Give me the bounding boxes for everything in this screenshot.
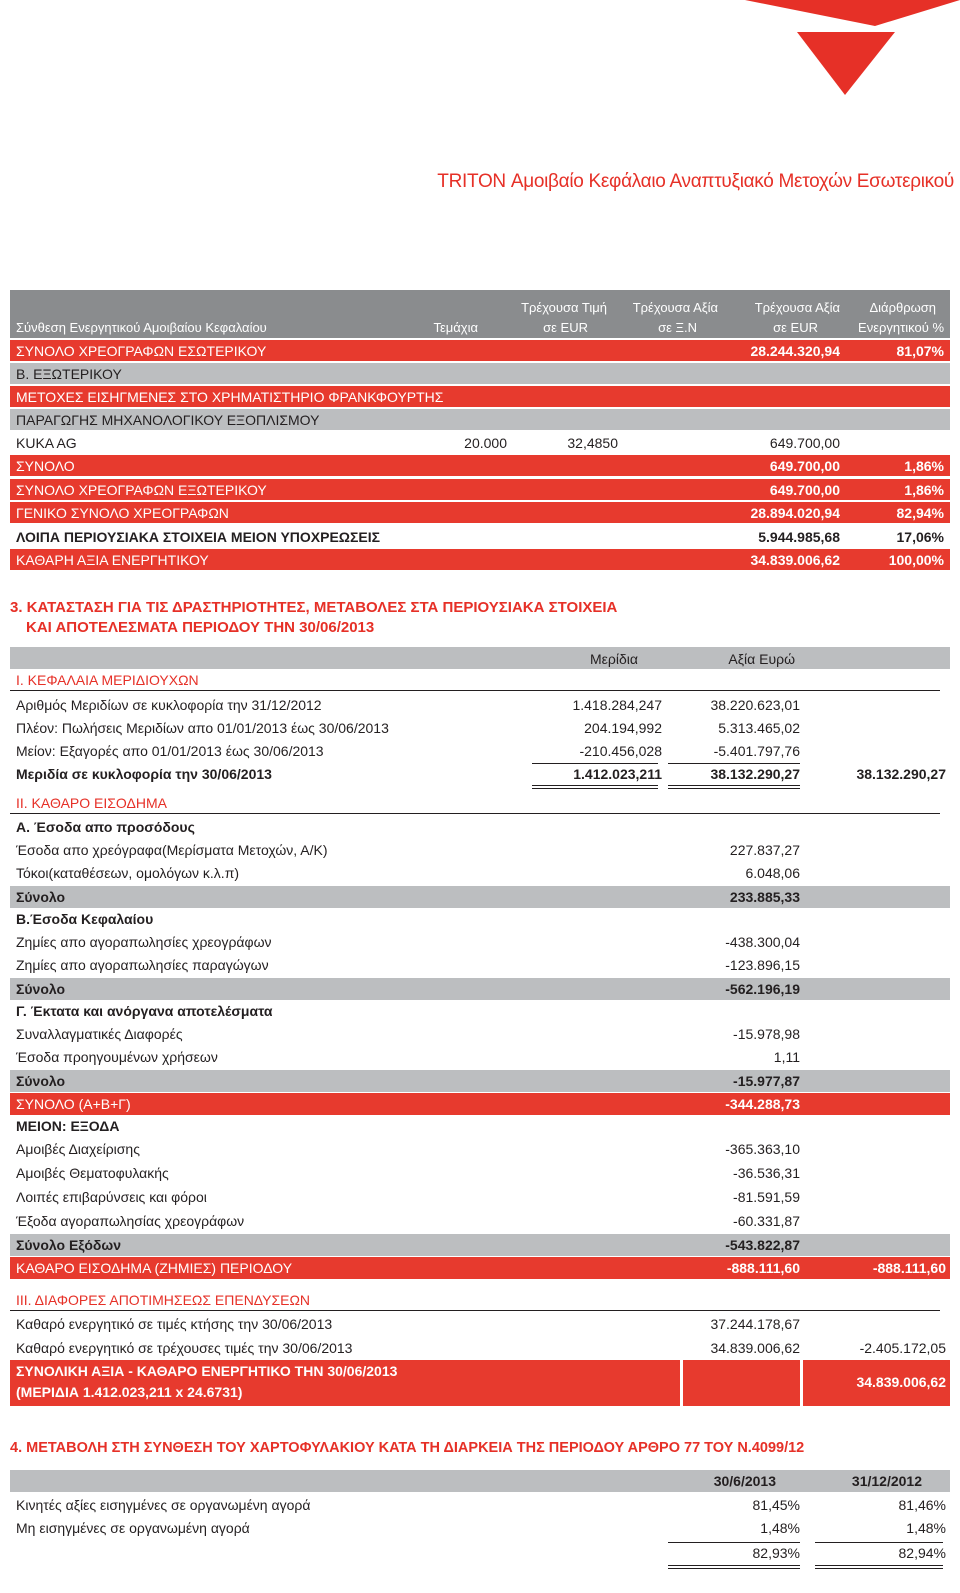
income-c-row-label: Έσοδα προηγουμένων χρήσεων — [16, 1049, 218, 1065]
subtotal-pct: 1,86% — [904, 458, 944, 474]
expense-row — [10, 1139, 950, 1161]
expense-row — [10, 1163, 950, 1185]
expense-row-value: -36.536,31 — [733, 1165, 800, 1181]
capital-row-units: 1.418.284,247 — [572, 697, 662, 713]
net-income-row — [10, 1257, 950, 1279]
expense-row — [10, 1187, 950, 1209]
total-foreign-value: 649.700,00 — [769, 482, 840, 498]
listed-row — [10, 386, 950, 407]
section4-col1: 30/6/2013 — [713, 1473, 776, 1489]
income-title: ΙΙ. ΚΑΘΑΡΟ ΕΙΣΟΔΗΜΑ — [16, 795, 167, 811]
section4-double-rule — [815, 1565, 943, 1569]
income-a-row-label: Τόκοι(καταθέσεων, ομολόγων κ.λ.π) — [16, 865, 240, 881]
capital-total-label: Μεριδία σε κυκλοφορία την 30/06/2013 — [16, 766, 272, 782]
subtotal-row — [10, 455, 950, 476]
header-units: Τεμάχια — [433, 320, 478, 335]
section4-row — [10, 1495, 950, 1517]
total-domestic-pct: 81,07% — [896, 343, 944, 359]
income-b-row-label: Ζημίες απο αγοραπωλησίες χρεογράφων — [16, 934, 272, 950]
expense-row-label: Λοιπές επιβαρύνσεις και φόροι — [16, 1189, 207, 1205]
holding-price: 32,4850 — [567, 435, 618, 451]
income-c-row-value: -15.978,98 — [733, 1026, 800, 1042]
valuation-row-value: 37.244.178,67 — [710, 1316, 800, 1332]
valuation-title: ΙΙΙ. ΔΙΑΦΟΡΕΣ ΑΠΟΤΙΜΗΣΕΩΣ ΕΠΕΝΔΥΣΕΩΝ — [16, 1292, 311, 1308]
logo-chevron-shape — [797, 32, 895, 95]
holding-value: 649.700,00 — [769, 435, 840, 451]
capital-row-label: Πλέον: Πωλήσεις Μεριδίων απο 01/01/2013 έως 30/06/2013 — [16, 720, 389, 736]
net-income-value: -888.111,60 — [726, 1260, 800, 1276]
income-abg-total-value: -344.288,73 — [725, 1096, 800, 1112]
income-b-total-value: -562.196,19 — [725, 981, 800, 997]
sector-label: ΠΑΡΑΓΩΓΗΣ ΜΗΧΑΝΟΛΟΓΙΚΟΥ ΕΞΟΠΛΙΣΜΟΥ — [16, 412, 320, 428]
section4-total2: 82,94% — [898, 1545, 946, 1561]
section3-col-header — [10, 647, 950, 669]
other-assets-label: ΛΟΙΠΑ ΠΕΡΙΟΥΣΙΑΚΑ ΣΤΟΙΧΕΙΑ ΜΕΙΟΝ ΥΠΟΧΡΕΩΣΕΙΣ — [16, 529, 381, 545]
capital-total-value: 38.132.290,27 — [710, 766, 800, 782]
expenses-total-label: Σύνολο Εξόδων — [16, 1237, 121, 1253]
header-value-eur-l2: σε EUR — [773, 320, 818, 335]
grand-total-row — [10, 502, 950, 523]
header-value-fx-l2: σε Ξ.Ν — [658, 320, 697, 335]
capital-title: Ι. ΚΕΦΑΛΑΙΑ ΜΕΡΙΔΙΟΥΧΩΝ — [16, 672, 199, 688]
holding-name: KUKA AG — [16, 435, 77, 451]
valuation-row — [10, 1314, 950, 1336]
final-value-l2: (ΜΕΡΙΔΙΑ 1.412.023,211 x 24.6731) — [16, 1384, 243, 1400]
expenses-title: ΜΕΙΟΝ: ΕΞΟΔΑ — [16, 1118, 120, 1134]
total-domestic-label: ΣΥΝΟΛΟ ΧΡΕΟΓΡΑΦΩΝ ΕΣΩΤΕΡΙΚΟΥ — [16, 343, 267, 359]
net-assets-label: ΚΑΘΑΡΗ ΑΞΙΑ ΕΝΕΡΓΗΤΙΚΟΥ — [16, 552, 209, 568]
income-c-row-label: Συναλλαγματικές Διαφορές — [16, 1026, 183, 1042]
grand-total-pct: 82,94% — [896, 505, 944, 521]
col-units-header: Μερίδια — [590, 651, 638, 667]
capital-value-double-rule — [668, 785, 800, 789]
income-abg-total-label: ΣΥΝΟΛΟ (Α+Β+Γ) — [16, 1096, 131, 1112]
grand-total-label: ΓΕΝΙΚΟ ΣΥΝΟΛΟ ΧΡΕΟΓΡΑΦΩΝ — [16, 505, 229, 521]
total-domestic-row — [10, 340, 950, 361]
capital-total-row — [10, 764, 950, 786]
col-value-header: Αξία Ευρώ — [728, 651, 795, 667]
capital-row-3 — [10, 741, 950, 763]
header-composition: Σύνθεση Ενεργητικού Αμοιβαίου Κεφαλαίου — [16, 320, 267, 335]
valuation-row-label: Καθαρό ενεργητικό σε τρέχουσες τιμές την 30/06/2013 — [16, 1340, 353, 1356]
income-b-title-row — [10, 909, 950, 931]
net-income-total: -888.111,60 — [872, 1260, 946, 1276]
grand-total-value: 28.894.020,94 — [750, 505, 840, 521]
income-a-row-value: 6.048,06 — [745, 865, 800, 881]
income-b-row — [10, 932, 950, 954]
expense-row-label: Έξοδα αγοραπωλησίας χρεογράφων — [16, 1213, 245, 1229]
income-c-total-label: Σύνολο — [16, 1073, 66, 1089]
expense-row-value: -81.591,59 — [733, 1189, 800, 1205]
section4-row-v2: 81,46% — [898, 1497, 946, 1513]
capital-row-units: -210.456,028 — [579, 743, 662, 759]
income-c-title: Γ. Έκτατα και ανόργανα αποτελέσματα — [16, 1003, 273, 1019]
section4-title: 4. ΜΕΤΑΒΟΛΗ ΣΤΗ ΣΥΝΘΕΣΗ ΤΟΥ ΧΑΡΤΟΦΥΛΑΚΙΟΥ ΚΑΤΑ ΤΗ ΔΙΑΡΚΕΙΑ ΤΗΣ ΠΕΡΙΟΔΟΥ ΑΡΘΡΟ 77 ΤΟΥ Ν.4099/12 — [10, 1440, 805, 1456]
final-value-total: 34.839.006,62 — [856, 1374, 946, 1390]
income-a-row — [10, 863, 950, 885]
net-income-label: ΚΑΘΑΡΟ ΕΙΣΟΔΗΜΑ (ΖΗΜΙΕΣ) ΠΕΡΙΟΔΟΥ — [16, 1260, 293, 1276]
final-row-divider — [800, 1360, 803, 1406]
section4-row-v1: 81,45% — [752, 1497, 800, 1513]
final-row-divider — [680, 1360, 683, 1406]
total-foreign-label: ΣΥΝΟΛΟ ΧΡΕΟΓΡΑΦΩΝ ΕΞΩΤΕΡΙΚΟΥ — [16, 482, 267, 498]
capital-row-value: -5.401.797,76 — [713, 743, 800, 759]
capital-row-2 — [10, 718, 950, 740]
valuation-row — [10, 1338, 950, 1360]
income-a-row-label: Έσοδα απο χρεόγραφα(Μερίσματα Μετοχών, Α/Κ) — [16, 842, 328, 858]
other-assets-pct: 17,06% — [896, 529, 944, 545]
header-value-eur-l1: Τρέχουσα Αξία — [754, 300, 840, 315]
section4-double-rule — [668, 1565, 800, 1569]
valuation-row-value: 34.839.006,62 — [710, 1340, 800, 1356]
income-a-total-row — [10, 886, 950, 908]
listed-label: ΜΕΤΟΧΕΣ ΕΙΣΗΓΜΕΝΕΣ ΣΤΟ ΧΡΗΜΑΤΙΣΤΗΡΙΟ ΦΡΑΝΚΦΟΥΡΤΗΣ — [16, 389, 444, 405]
income-b-row-value: -438.300,04 — [725, 934, 800, 950]
income-c-title-row — [10, 1001, 950, 1023]
income-c-total-value: -15.977,87 — [733, 1073, 800, 1089]
income-b-total-label: Σύνολο — [16, 981, 66, 997]
portfolio-header — [10, 290, 950, 338]
header-value-fx-l1: Τρέχουσα Αξία — [632, 300, 718, 315]
header-pct-l1: Διάρθρωση — [869, 300, 936, 315]
income-b-row — [10, 955, 950, 977]
section4-row-label: Μη εισηγμένες σε οργανωμένη αγορά — [16, 1520, 250, 1536]
other-assets-value: 5.944.985,68 — [758, 529, 840, 545]
holding-units: 20.000 — [464, 435, 507, 451]
capital-row-1 — [10, 695, 950, 717]
income-b-title: Β.Έσοδα Κεφαλαίου — [16, 911, 154, 927]
subtotal-label: ΣΥΝΟΛΟ — [16, 458, 75, 474]
net-assets-pct: 100,00% — [888, 552, 944, 568]
capital-units-double-rule — [532, 785, 658, 789]
capital-total-total: 38.132.290,27 — [856, 766, 946, 782]
capital-row-units: 204.194,992 — [584, 720, 662, 736]
expenses-title-row — [10, 1116, 950, 1138]
foreign-row — [10, 363, 950, 384]
section4-row-v2: 1,48% — [906, 1520, 946, 1536]
income-rule — [10, 813, 940, 814]
section3-title-l2: ΚΑΙ ΑΠΟΤΕΛΕΣΜΑΤΑ ΠΕΡΙΟΔΟΥ ΤΗΝ 30/06/2013 — [26, 619, 375, 636]
capital-row-value: 5.313.465,02 — [718, 720, 800, 736]
holding-row — [10, 432, 950, 453]
income-c-row — [10, 1047, 950, 1069]
header-price-l2: σε EUR — [543, 320, 588, 335]
foreign-label: Β. ΕΞΩΤΕΡΙΚΟΥ — [16, 366, 122, 382]
valuation-row-total: -2.405.172,05 — [859, 1340, 946, 1356]
capital-row-label: Μείον: Εξαγορές απο 01/01/2013 έως 30/06/2013 — [16, 743, 324, 759]
section4-row-v1: 1,48% — [760, 1520, 800, 1536]
capital-row-value: 38.220.623,01 — [710, 697, 800, 713]
section4-total-row — [10, 1543, 950, 1565]
income-abg-total-row — [10, 1093, 950, 1115]
income-a-title-row — [10, 817, 950, 839]
section4-row-label: Κινητές αξίες εισηγμένες σε οργανωμένη αγορά — [16, 1497, 311, 1513]
valuation-row-label: Καθαρό ενεργητικό σε τιμές κτήσης την 30/06/2013 — [16, 1316, 333, 1332]
income-a-row-value: 227.837,27 — [729, 842, 800, 858]
total-foreign-pct: 1,86% — [904, 482, 944, 498]
income-a-title: Α. Έσοδα απο προσόδους — [16, 819, 195, 835]
sector-row — [10, 409, 950, 430]
income-c-row-value: 1,11 — [773, 1049, 800, 1065]
expense-row-value: -60.331,87 — [733, 1213, 800, 1229]
net-assets-value: 34.839.006,62 — [750, 552, 840, 568]
net-assets-row — [10, 549, 950, 570]
income-a-total-label: Σύνολο — [16, 889, 66, 905]
income-b-row-value: -123.896,15 — [725, 957, 800, 973]
header-pct-l2: Ενεργητικού % — [858, 320, 944, 335]
income-a-total-value: 233.885,33 — [729, 889, 800, 905]
total-foreign-row — [10, 479, 950, 500]
expense-row-label: Αμοιβές Διαχείρισης — [16, 1141, 140, 1157]
income-b-total-row — [10, 978, 950, 1000]
capital-total-units: 1.412.023,211 — [573, 766, 662, 782]
section4-row — [10, 1518, 950, 1540]
income-c-row — [10, 1024, 950, 1046]
expense-row — [10, 1211, 950, 1233]
header-price-l1: Τρέχουσα Τιμή — [521, 300, 607, 315]
capital-row-label: Αριθμός Μεριδίων σε κυκλοφορία την 31/12/2012 — [16, 697, 322, 713]
final-value-l1: ΣΥΝΟΛΙΚΗ ΑΞΙΑ - ΚΑΘΑΡΟ ΕΝΕΡΓΗΤΙΚΟ ΤΗΝ 30/06/2013 — [16, 1363, 398, 1379]
section4-header-row — [10, 1470, 950, 1492]
income-c-total-row — [10, 1070, 950, 1092]
final-value-row — [10, 1360, 950, 1406]
income-a-row — [10, 840, 950, 862]
subtotal-value: 649.700,00 — [769, 458, 840, 474]
capital-rule — [10, 690, 940, 691]
other-assets-row — [10, 526, 950, 547]
valuation-rule — [10, 1310, 940, 1311]
expenses-total-row — [10, 1234, 950, 1256]
logo-top-shape — [745, 0, 960, 26]
triton-logo — [745, 0, 960, 100]
expenses-total-value: -543.822,87 — [725, 1237, 800, 1253]
section4-col2: 31/12/2012 — [851, 1473, 922, 1489]
income-b-row-label: Ζημίες απο αγοραπωλησίες παραγώγων — [16, 957, 269, 973]
total-domestic-value: 28.244.320,94 — [750, 343, 840, 359]
expense-row-label: Αμοιβές Θεματοφυλακής — [16, 1165, 169, 1181]
document-title: TRITON Αμοιβαίο Κεφάλαιο Αναπτυξιακό Μετοχών Εσωτερικού — [437, 171, 954, 192]
expense-row-value: -365.363,10 — [725, 1141, 800, 1157]
section3-title-l1: 3. ΚΑΤΑΣΤΑΣΗ ΓΙΑ ΤΙΣ ΔΡΑΣΤΗΡΙΟΤΗΤΕΣ, ΜΕΤΑΒΟΛΕΣ ΣΤΑ ΠΕΡΙΟΥΣΙΑΚΑ ΣΤΟΙΧΕΙΑ — [10, 599, 618, 616]
section4-total1: 82,93% — [752, 1545, 800, 1561]
